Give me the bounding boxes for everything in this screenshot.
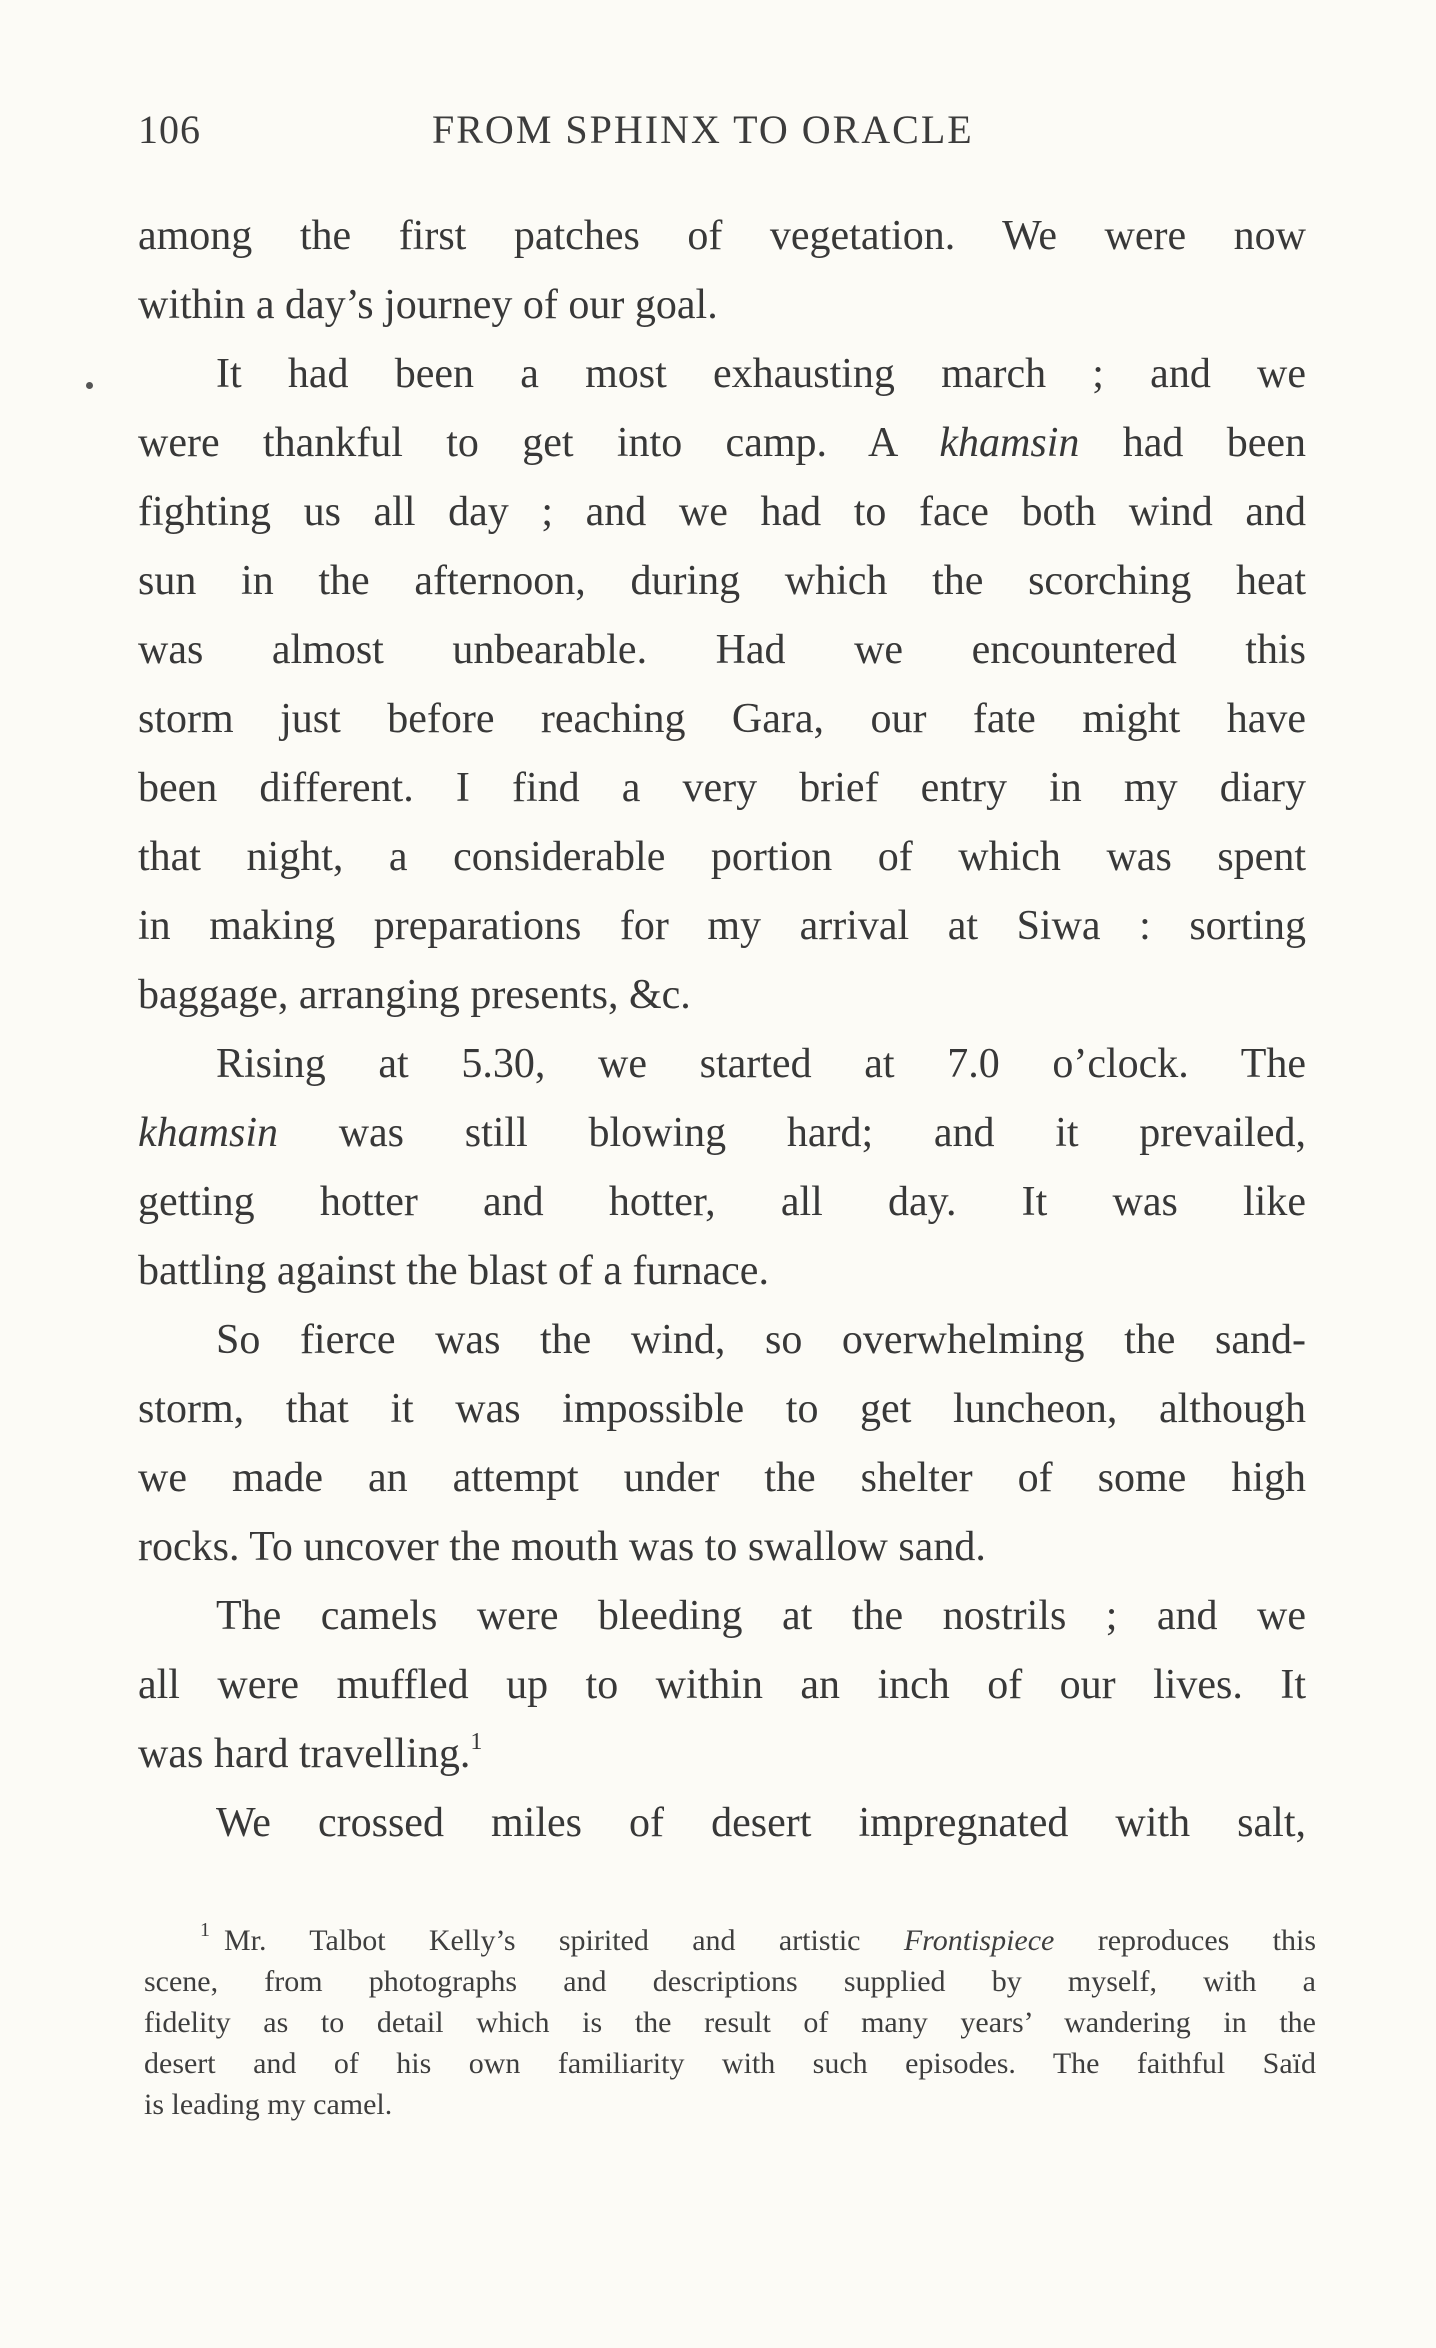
text-line: getting hotter and hotter, all day. It was like (138, 1179, 1306, 1225)
running-title: FROM SPHINX TO ORACLE (432, 107, 974, 152)
text-segment: had been (1079, 420, 1306, 466)
text-line: storm just before reaching Gara, our fate might have (138, 696, 1306, 742)
text-line (138, 1720, 1306, 1789)
paragraph-start-line: We crossed miles of desert impregnated with salt, (216, 1800, 1306, 1846)
page-number: 106 (138, 107, 201, 152)
text-line: all were muffled up to within an inch of our lives. It (138, 1662, 1306, 1708)
text-line: sun in the afternoon, during which the scorching heat (138, 558, 1306, 604)
text-line: within a day’s journey of our goal. (138, 282, 718, 328)
text-line: storm, that it was impossible to get luncheon, although (138, 1386, 1306, 1432)
body-text (138, 202, 1306, 1858)
text-line: was almost unbearable. Had we encountered this (138, 627, 1306, 673)
italic-term: khamsin (939, 420, 1080, 466)
text-segment: reproduces this (1054, 1924, 1316, 1957)
text-line: among the first patches of vegetation. We were now (138, 213, 1306, 259)
paragraph-start-line: So fierce was the wind, so overwhelming the sand- (216, 1317, 1306, 1363)
text-segment: were thankful to get into camp. A (138, 420, 940, 466)
text-line: we made an attempt under the shelter of some high (138, 1455, 1306, 1501)
footnote-line: scene, from photographs and descriptions supplied by myself, with a (144, 1965, 1316, 1998)
margin-mark (86, 382, 93, 389)
text-segment: was hard travelling. (138, 1731, 471, 1777)
text-line (138, 1099, 1306, 1168)
text-line (138, 409, 1306, 478)
footnote-line: desert and of his own familiarity with such episodes. The faithful Saïd (144, 2047, 1316, 2080)
text-segment: Mr. Talbot Kelly’s spirited and artistic (224, 1924, 904, 1957)
running-head (138, 106, 1308, 158)
text-line: been different. I find a very brief entry in my diary (138, 765, 1306, 811)
italic-title: Frontispiece (903, 1924, 1055, 1957)
footnote-line: fidelity as to detail which is the result of many years’ wandering in the (144, 2006, 1316, 2039)
text-line: that night, a considerable portion of which was spent (138, 834, 1306, 880)
text-line: rocks. To uncover the mouth was to swallow sand. (138, 1524, 986, 1570)
paragraph-start-line: It had been a most exhausting march ; and we (216, 351, 1306, 397)
paragraph-start-line: The camels were bleeding at the nostrils ; and we (216, 1593, 1306, 1639)
text-line: in making preparations for my arrival at Siwa : sorting (138, 903, 1306, 949)
italic-term: khamsin (138, 1110, 278, 1156)
footnote-reference: 1 (470, 1729, 483, 1755)
footnote (144, 1920, 1316, 2125)
text-line: fighting us all day ; and we had to face both wind and (138, 489, 1306, 535)
text-segment: was still blowing hard; and it prevailed, (278, 1110, 1306, 1156)
paragraph-start-line: Rising at 5.30, we started at 7.0 o’clock. The (216, 1041, 1306, 1087)
text-line: battling against the blast of a furnace. (138, 1248, 769, 1294)
footnote-line (144, 1920, 1316, 1961)
text-line: baggage, arranging presents, &c. (138, 972, 691, 1018)
footnote-mark: 1 (200, 1919, 210, 1941)
footnote-line: is leading my camel. (144, 2088, 393, 2121)
